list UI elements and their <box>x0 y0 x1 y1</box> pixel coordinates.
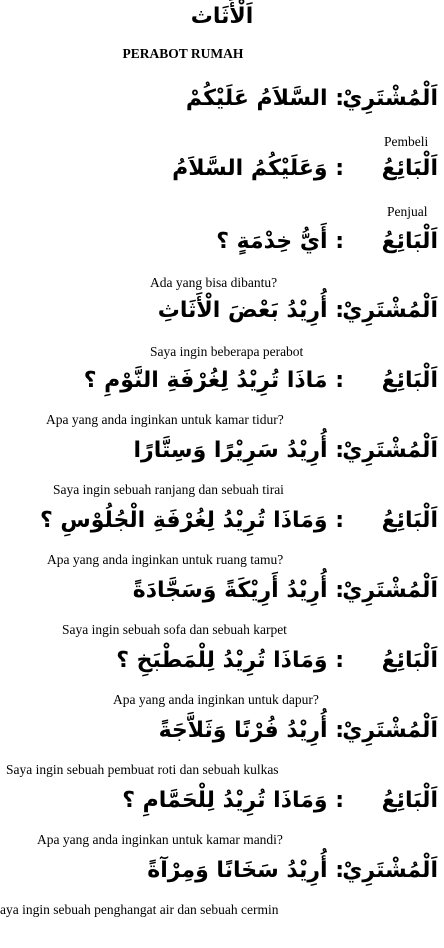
dialogue-row <box>0 572 444 637</box>
speaker-label: Penjual <box>387 204 428 219</box>
speaker-name: اَلْبَائِعُ <box>381 508 438 533</box>
speaker-name: اَلْمُشْتَرِيْ <box>342 86 438 111</box>
arabic-utterance: : أُرِيْدُ فُرْنًا وَثَلاَّجَةً <box>158 718 344 743</box>
arabic-utterance: : وَعَلَيْكُمُ السَّلاَمُ <box>172 156 344 181</box>
arabic-utterance: : السَّلاَمُ عَلَيْكُمْ <box>185 86 344 111</box>
translation-text: Saya ingin sebuah pembuat roti dan sebuah kulkas <box>6 762 279 777</box>
translation-text: Saya ingin sebuah ranjang dan sebuah tirai <box>53 482 284 497</box>
arabic-line <box>0 80 444 124</box>
arabic-line <box>0 223 444 267</box>
arabic-utterance: : وَمَاذَا تُرِيْدُ لِلْمَطْبَخِ ؟ <box>116 648 344 673</box>
arabic-line <box>0 432 444 476</box>
speaker-name: اَلْبَائِعُ <box>381 368 438 393</box>
translation-text: Apa yang anda inginkan untuk kamar tidur? <box>46 412 284 427</box>
arabic-utterance: : وَمَاذَا تُرِيْدُ لِغُرْفَةِ الْجُلُوْسِ ؟ <box>39 508 344 533</box>
arabic-line <box>0 292 444 336</box>
translation-text: Apa yang anda inginkan untuk kamar mandi? <box>37 832 283 847</box>
speaker-name: اَلْمُشْتَرِيْ <box>342 718 438 743</box>
arabic-utterance: : أُرِيْدُ أَرِيْكَةً وَسَجَّادَةً <box>132 578 344 603</box>
dialogue-row <box>0 362 444 427</box>
translation-text: Saya ingin sebuah sofa dan sebuah karpet <box>62 622 287 637</box>
speaker-name: اَلْبَائِعُ <box>381 229 438 254</box>
translation-text: Saya ingin beberapa perabot <box>150 344 304 359</box>
dialogue-row <box>0 150 444 219</box>
speaker-label: Pembeli <box>384 134 429 149</box>
translation-text: Ada yang bisa dibantu? <box>150 275 278 290</box>
speaker-name: اَلْبَائِعُ <box>381 648 438 673</box>
speaker-name: اَلْبَائِعُ <box>381 156 438 181</box>
speaker-name: اَلْمُشْتَرِيْ <box>342 858 438 883</box>
arabic-utterance: : أُرِيْدُ بَعْضَ الْأَثَاثِ <box>157 298 344 323</box>
arabic-utterance: : وَمَاذَا تُرِيْدُ لِلْحَمَّامِ ؟ <box>122 788 344 813</box>
translation-text: Apa yang anda inginkan untuk ruang tamu? <box>47 552 284 567</box>
speaker-name: اَلْمُشْتَرِيْ <box>342 298 438 323</box>
dialogue-row <box>0 712 444 777</box>
translation-text: Apa yang anda inginkan untuk dapur? <box>113 692 319 707</box>
arabic-line <box>0 502 444 546</box>
dialogue-row <box>0 642 444 707</box>
arabic-line <box>0 572 444 616</box>
arabic-line <box>0 712 444 756</box>
page-title-indonesian: PERABOT RUMAH <box>122 46 244 61</box>
arabic-line <box>0 362 444 406</box>
arabic-utterance: : أُرِيْدُ سَرِيْرًا وَسِتَّارًا <box>133 438 344 463</box>
arabic-utterance: : مَاذَا تُرِيْدُ لِغُرْفَةِ النَّوْمِ ؟ <box>83 368 344 393</box>
arabic-line <box>0 782 444 826</box>
dialogue-row <box>0 432 444 497</box>
arabic-utterance: : أَيُّ خِدْمَةٍ ؟ <box>216 229 344 254</box>
dialogue-row <box>0 223 444 290</box>
arabic-line <box>0 852 444 896</box>
arabic-line <box>0 642 444 686</box>
page-title-arabic: اَلْأَثَاث <box>190 4 254 29</box>
dialogue-row <box>0 502 444 567</box>
dialogue-row <box>0 852 444 917</box>
speaker-name: اَلْمُشْتَرِيْ <box>342 438 438 463</box>
translation-text: aya ingin sebuah penghangat air dan sebuah cermin <box>0 902 279 917</box>
speaker-name: اَلْمُشْتَرِيْ <box>342 578 438 603</box>
arabic-line <box>0 150 444 194</box>
dialogue-row <box>0 782 444 847</box>
dialogue-row <box>0 292 444 359</box>
arabic-utterance: : أُرِيْدُ سَخَانًا وَمِرْآةً <box>147 858 344 883</box>
speaker-name: اَلْبَائِعُ <box>381 788 438 813</box>
dialogue-row <box>0 80 444 149</box>
